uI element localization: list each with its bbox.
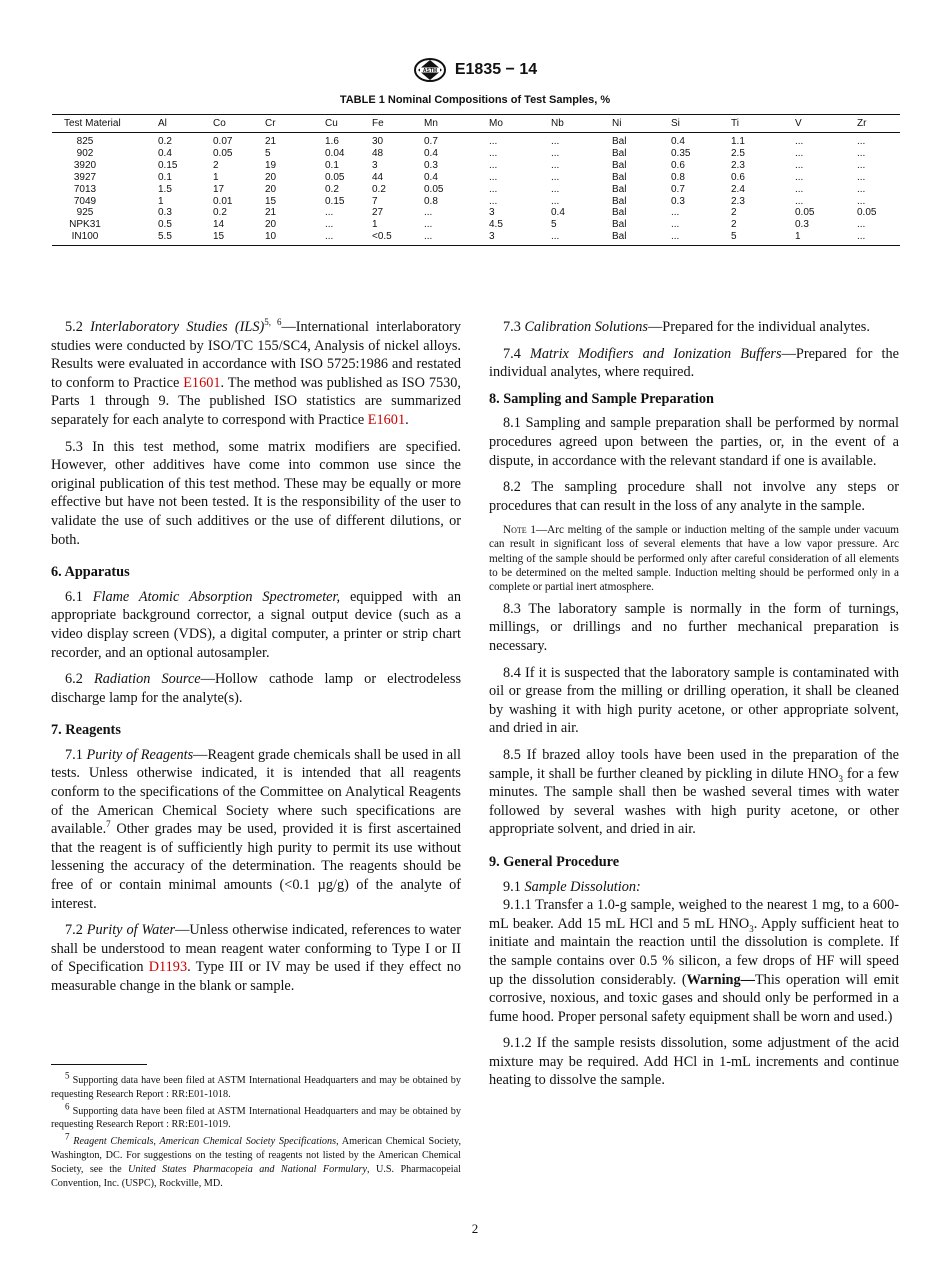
section-6-2: 6.2 Radiation Source—Hollow cathode lamp or electrodeless discharge lamp for the analyte(s).	[51, 671, 462, 706]
table-cell: ...	[325, 231, 372, 245]
section-6-1: 6.1 Flame Atomic Absorption Spectrometer, equipped with an appropriate background corrector, a signal output device (such as a video display screen (VDS), a digital computer, a printer or strip chart recorder, and an optional autosampler.	[51, 588, 461, 661]
left-column	[51, 318, 461, 1004]
table-cell: Bal	[612, 231, 671, 245]
table-cell: 0.1	[325, 159, 339, 171]
section-7-3: 7.3 Calibration Solutions—Prepared for the individual analytes.	[503, 319, 870, 335]
table-cell: ...	[671, 231, 731, 245]
table-cell: Bal	[612, 147, 627, 159]
table-cell: 30	[372, 136, 384, 147]
table-cell: 1.5	[158, 183, 172, 195]
table-cell: 2.3	[731, 159, 745, 171]
section-9-1-1: 9.1.1 Transfer a 1.0-g sample, weighed to the nearest 1 mg, to a 600-mL beaker. Add 15 mL HCl and 5 mL $HNO_3$. Apply sufficient heat to initiate and maintain the reaction until the dissolution is complete. If the sample contains over 0.5 % silicon, a few drops of HF will speed up the dissolution considerably. (Warning—This operation will emit corrosive, noxious, and toxic gases and should only be performed in a fume hood. Proper personal safety equipment shall be worn and used.)	[489, 897, 899, 1025]
table-body	[52, 133, 900, 246]
section-8-4: 8.4 If it is suspected that the laboratory sample is contaminated with oil or grease from the milling or drilling operation, it shall be cleaned by washing it with high purity acetone, or other appropriate solvent, and dried in air.	[489, 664, 899, 737]
section-8-5: 8.5 If brazed alloy tools have been used in the preparation of the sample, it shall be further cleaned by pickling in dilute $HNO_3$ for a few minutes. The sample shall then be washed several times with water followed by several washes with high purity acetone, or other appropriate solvent, and dried in air.	[489, 746, 900, 838]
table-cell: ...	[795, 136, 804, 147]
table-row	[52, 184, 900, 196]
table-cell: 0.35	[671, 147, 691, 159]
table-cell: ...	[551, 136, 560, 147]
footnotes	[51, 1070, 461, 1193]
table-cell: ...	[551, 195, 560, 207]
table-cell: Bal	[612, 183, 627, 195]
table-cell: 825	[76, 136, 94, 147]
table-cell: 0.2	[325, 183, 339, 195]
table-cell: 3	[489, 231, 551, 245]
table-cell: ...	[857, 219, 866, 231]
section-5-3: 5.3 In this test method, some matrix modifiers are specified. However, other additives have come into common use since the original publication of this test method. These may be equally or more effective but have not been tested. It is the responsibility of the user to validate the use of such additives or the use of different dilutions, or both.	[51, 438, 461, 548]
table-cell: 0.2	[213, 207, 227, 219]
table-cell: 0.7	[671, 183, 685, 195]
table-cell: 2	[731, 207, 737, 219]
link-e1601-2[interactable]: E1601	[367, 411, 406, 428]
table-cell: 19	[265, 159, 277, 171]
table-row	[52, 133, 900, 148]
table-cell: ...	[857, 195, 866, 207]
heading-general-procedure: 9. General Procedure	[489, 853, 620, 870]
table-cell: 0.4	[158, 147, 172, 159]
table-cell: 3	[372, 159, 378, 171]
link-d1193[interactable]: D1193	[148, 959, 188, 976]
table-cell: 0.05	[424, 183, 444, 195]
page-header	[0, 56, 950, 84]
table-cell: Bal	[612, 219, 627, 231]
table-cell: NPK31	[69, 219, 101, 231]
table-cell: ...	[551, 183, 560, 195]
section-8-1: 8.1 Sampling and sample preparation shall be performed by normal procedures agreed upon between the parties, or, in the event of a dispute, in accordance with the relevant standard if one is available.	[489, 415, 899, 469]
table-cell: 15	[265, 195, 277, 207]
column-header: Cu	[325, 115, 372, 133]
table-cell: Bal	[612, 159, 627, 171]
table-cell: 0.15	[325, 195, 345, 207]
table-cell: ...	[857, 183, 866, 195]
table-cell: 20	[265, 219, 277, 231]
column-header: Ni	[612, 115, 671, 133]
table-cell: ...	[424, 231, 489, 245]
table-cell: 902	[76, 147, 94, 159]
section-7-2: 7.2 Purity of Water—Unless otherwise indicated, references to water shall be understood to mean reagent water conforming to Type I or II of Specification D1193. Type III or IV may be used if they effect no measurable change in the blank or sample.	[51, 922, 462, 994]
table-cell: ...	[551, 171, 560, 183]
table-cell: Bal	[612, 171, 627, 183]
column-header: V	[795, 115, 857, 133]
column-header: Cr	[265, 115, 325, 133]
table-row	[52, 148, 900, 160]
svg-text:ASTM: ASTM	[422, 68, 437, 74]
table-cell: 0.04	[325, 147, 345, 159]
table-cell: 0.4	[671, 136, 685, 147]
table-cell: 3	[489, 207, 495, 219]
footnote-rule	[51, 1064, 147, 1065]
heading-sampling: 8. Sampling and Sample Preparation	[489, 390, 714, 407]
table-cell: ...	[795, 195, 804, 207]
table-cell: 0.2	[372, 183, 386, 195]
table-cell: 0.6	[671, 159, 685, 171]
table-cell: 5.5	[158, 231, 213, 245]
table-cell: Bal	[612, 136, 627, 147]
table-cell: 17	[213, 183, 225, 195]
table-cell: 0.05	[857, 207, 877, 219]
table-cell: ...	[857, 159, 866, 171]
table-cell: 5	[265, 147, 271, 159]
column-header: Mn	[424, 115, 489, 133]
section-7-4: 7.4 Matrix Modifiers and Ionization Buffers—Prepared for the individual analytes, where required.	[489, 345, 899, 381]
table-cell: ...	[489, 136, 498, 147]
column-header: Ti	[731, 115, 795, 133]
column-header: Mo	[489, 115, 551, 133]
table-cell: 27	[372, 207, 384, 219]
section-9-1-2: 9.1.2 If the sample resists dissolution, some adjustment of the acid mixture may be required. Add HCl in 1-mL increments and continue heating to dissolve the sample.	[489, 1035, 899, 1089]
table-cell: 2.4	[731, 183, 745, 195]
designation: E1835 − 14	[454, 61, 538, 78]
column-header: Si	[671, 115, 731, 133]
column-header: Co	[213, 115, 265, 133]
table-cell: Bal	[612, 207, 627, 219]
table-cell: 0.7	[424, 136, 438, 147]
table-header-row	[52, 115, 900, 133]
table-cell: 1	[372, 219, 378, 231]
table-cell: 7013	[73, 183, 97, 195]
table-cell: <0.5	[372, 231, 424, 245]
footnote-5: $^5$ Supporting data have been filed at ASTM International Headquarters and may be obtained by requesting Research Report : RR:E01-1018.	[51, 1070, 461, 1100]
table-cell: ...	[671, 219, 680, 231]
table-cell: 2.5	[731, 147, 745, 159]
column-header: Nb	[551, 115, 612, 133]
table-row	[52, 231, 900, 245]
footnote-6: $^6$ Supporting data have been filed at ASTM International Headquarters and may be obtained by requesting Research Report : RR:E01-1019.	[51, 1101, 461, 1131]
table-cell: 0.2	[158, 136, 172, 147]
table-cell: 2	[731, 219, 737, 231]
column-header: Test Material	[52, 115, 158, 133]
heading-apparatus: 6. Apparatus	[51, 564, 130, 581]
table-cell: 0.4	[424, 171, 438, 183]
table-cell: 0.8	[671, 171, 685, 183]
table-cell: 14	[213, 219, 225, 231]
section-5-2: 5.2 Interlaboratory Studies (ILS)$^{5, 6}$—International interlaboratory studies were conducted by ISO/TC 155/SC4, Analysis of nickel alloys. Results were evaluated in accordance with ISO 5725:1986 and restated to conform to Practice E1601. The method was published as ISO 7530, Parts 1 through 9. The published ISO statistics are summarized separately for each analyte to correspond with Practice E1601.	[51, 317, 462, 428]
table-cell: ...	[551, 159, 560, 171]
table-cell: 1	[213, 171, 219, 183]
table-cell: 925	[76, 207, 94, 219]
table-cell: ...	[489, 147, 498, 159]
table-row	[52, 196, 900, 208]
column-header: Zr	[857, 115, 900, 133]
table-cell: ...	[551, 231, 612, 245]
table-cell: 0.3	[671, 195, 685, 207]
table-row	[52, 172, 900, 184]
table-cell: ...	[424, 207, 433, 219]
table-cell: 0.15	[158, 159, 178, 171]
table-cell: Bal	[612, 195, 627, 207]
table-cell: 0.4	[424, 147, 438, 159]
table-cell: 4.5	[489, 219, 503, 231]
table-cell: 21	[265, 136, 277, 147]
table-title: TABLE 1 Nominal Compositions of Test Samples, %	[339, 94, 611, 106]
table-cell: 5	[551, 219, 557, 231]
footnote-7: $^7$ Reagent Chemicals, American Chemical Society Specifications, American Chemical Society, Washington, DC. For suggestions on the testing of reagents not listed by the American Chemical Society, see the United States Pharmacopeia and National Formulary, U.S. Pharmacopeial Convention, Inc. (USPC), Rockville, MD.	[51, 1131, 461, 1189]
heading-reagents: 7. Reagents	[51, 722, 121, 739]
table-cell: 0.01	[213, 195, 233, 207]
table-cell: 15	[213, 231, 265, 245]
table-cell: 0.05	[795, 207, 815, 219]
table-cell: ...	[325, 207, 334, 219]
table-cell: 0.3	[424, 159, 438, 171]
table-cell: 2.3	[731, 195, 745, 207]
table-cell: 10	[265, 231, 325, 245]
table-cell: 20	[265, 171, 277, 183]
table-cell: 0.8	[424, 195, 438, 207]
section-7-1: 7.1 Purity of Reagents—Reagent grade chemicals shall be used in all tests. Unless otherwise indicated, it is intended that all reagents conform to the specifications of the Committee on Analytical Reagents of the American Chemical Society where such specifications are available.$^7$ Other grades may be used, provided it is first ascertained that the reagent is of sufficiently high purity to permit its use without lessening the accuracy of the determination. The reagents should be free of or contain minimal amounts (<0.1 µg/g) of the analyte of interest.	[51, 746, 461, 912]
table-cell: 0.4	[551, 207, 565, 219]
astm-logo-icon	[413, 58, 447, 82]
table-cell: ...	[671, 207, 680, 219]
table-cell: ...	[795, 159, 804, 171]
table-cell: 0.5	[158, 219, 172, 231]
table-cell: 44	[372, 171, 384, 183]
table-cell: 5	[731, 231, 795, 245]
table-cell: 1	[795, 231, 857, 245]
table-cell: ...	[424, 219, 433, 231]
table-cell: 0.1	[158, 171, 172, 183]
table-cell: 7	[372, 195, 378, 207]
table-cell: ...	[857, 136, 866, 147]
table-cell: 48	[372, 147, 384, 159]
table-row	[52, 219, 900, 231]
table-cell: ...	[795, 147, 804, 159]
table-cell: ...	[795, 171, 804, 183]
table-cell: 0.05	[213, 147, 233, 159]
table-cell: 0.3	[795, 219, 809, 231]
table-cell: ...	[489, 195, 498, 207]
column-header: Fe	[372, 115, 424, 133]
table-cell: IN100	[52, 231, 158, 245]
composition-table	[52, 114, 900, 246]
page-number: 2	[471, 1221, 479, 1236]
table-cell: 0.3	[158, 207, 172, 219]
table-cell: 0.6	[731, 171, 745, 183]
table-cell: 0.07	[213, 136, 233, 147]
right-column	[489, 318, 899, 1098]
table-cell: 1.1	[731, 136, 745, 147]
link-e1601[interactable]: E1601	[183, 374, 221, 391]
table-cell: 0.05	[325, 171, 345, 183]
table-cell: ...	[489, 159, 498, 171]
table-cell: ...	[795, 183, 804, 195]
table-cell: ...	[489, 171, 498, 183]
column-header: Al	[158, 115, 213, 133]
table-cell: 21	[265, 207, 277, 219]
table-cell: 3920	[73, 159, 97, 171]
note-1: Note 1—Arc melting of the sample or induction melting of the sample under vacuum can result in significant loss of several elements that have a low vapor pressure. Arc melting of the sample should be performed only after careful consideration of all elements to be determined on the melted sample. Induction melting should be performed only in a complete or partial inert atmosphere.	[489, 524, 899, 593]
table-cell: ...	[325, 219, 334, 231]
table-cell: ...	[551, 147, 560, 159]
table-cell: ...	[857, 171, 866, 183]
table-cell: 1	[158, 195, 164, 207]
section-8-3: 8.3 The laboratory sample is normally in the form of turnings, millings, or drillings and no further mechanical preparation is necessary.	[489, 600, 899, 654]
table-cell: ...	[857, 231, 900, 245]
table-row	[52, 160, 900, 172]
section-8-2: 8.2 The sampling procedure shall not involve any steps or procedures that can result in the loss of any analyte in the sample.	[489, 479, 899, 514]
table-cell: 20	[265, 183, 277, 195]
table-cell: 3927	[73, 171, 97, 183]
table-cell: 2	[213, 159, 219, 171]
table-cell: 1.6	[325, 136, 339, 147]
section-9-1: 9.1 Sample Dissolution:	[503, 878, 641, 895]
table-cell: 7049	[73, 195, 97, 207]
table-cell: ...	[857, 147, 866, 159]
table-row	[52, 207, 900, 219]
table-cell: ...	[489, 183, 498, 195]
